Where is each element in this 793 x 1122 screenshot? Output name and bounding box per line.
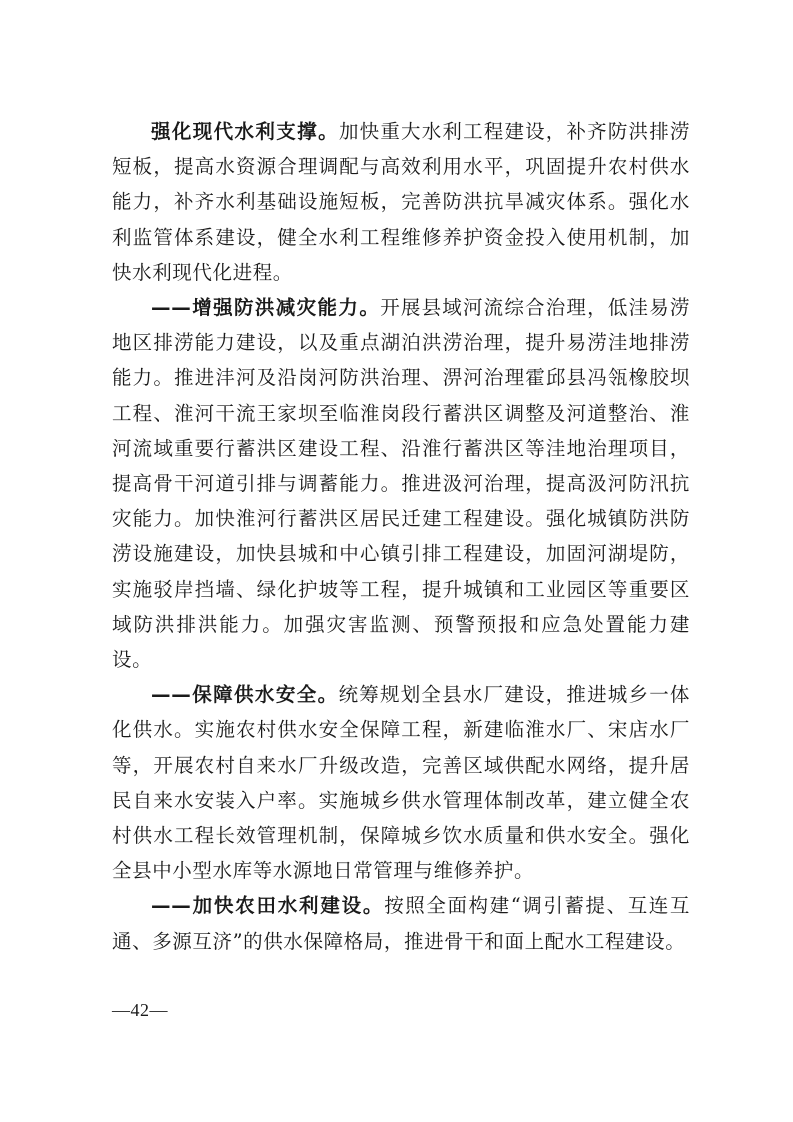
paragraph-heading: ——保障供水安全。 xyxy=(151,683,339,707)
paragraph-body: 按照全面构建“调引蓄提、互连互通、多源互济”的供水保障格局，推进骨干和面上配水工程建设。 xyxy=(112,894,690,953)
paragraph-body: 开展县域河流综合治理，低洼易涝地区排涝能力建设，以及重点湖泊洪涝治理，提升易涝洼地排涝能力。推进沣河及沿岗河防洪治理、淠河治理霍邱县冯瓴橡胶坝工程、淮河干流王家坝至临淮岗段行蓄洪区调整及河道整治、淮河流域重要行蓄洪区建设工程、沿淮行蓄洪区等洼地治理项目，提高骨干河道引排与调蓄能力。推进汲河治理，提高汲河防汛抗灾能力。加快淮河行蓄洪区居民迁建工程建设。强化城镇防洪防涝设施建设，加快县城和中心镇引排工程建设，加固河湖堤防，实施驳岸挡墙、绿化护坡等工程，提升城镇和工业园区等重要区域防洪排洪能力。加强灾害监测、预警预报和应急处置能力建设。 xyxy=(112,296,690,672)
paragraph-heading: 强化现代水利支撑。 xyxy=(151,120,339,143)
paragraph-heading: ——加快农田水利建设。 xyxy=(151,894,385,918)
body-text xyxy=(112,114,690,959)
paragraph-water-supply xyxy=(112,677,690,888)
page-number: —42— xyxy=(112,1000,168,1020)
paragraph-heading: ——增强防洪减灾能力。 xyxy=(151,296,381,320)
paragraph-body: 加快重大水利工程建设，补齐防洪排涝短板，提高水资源合理调配与高效利用水平，巩固提升农村供水能力，补齐水利基础设施短板，完善防洪抗旱减灾体系。强化水利监管体系建设，健全水利工程维修养护资金投入使用机制，加快水利现代化进程。 xyxy=(112,120,691,284)
paragraph-farmland-irrigation xyxy=(112,888,690,958)
paragraph-flood-control xyxy=(112,290,690,677)
paragraph-body: 统筹规划全县水厂建设，推进城乡一体化供水。实施农村供水安全保障工程，新建临淮水厂、宋店水厂等，开展农村自来水厂升级改造，完善区域供配水网络，提升居民自来水安装入户率。实施城乡供水管理体制改革，建立健全农村供水工程长效管理机制，保障城乡饮水质量和供水安全。强化全县中小型水库等水源地日常管理与维修养护。 xyxy=(112,683,691,883)
paragraph-water-support xyxy=(112,114,690,290)
